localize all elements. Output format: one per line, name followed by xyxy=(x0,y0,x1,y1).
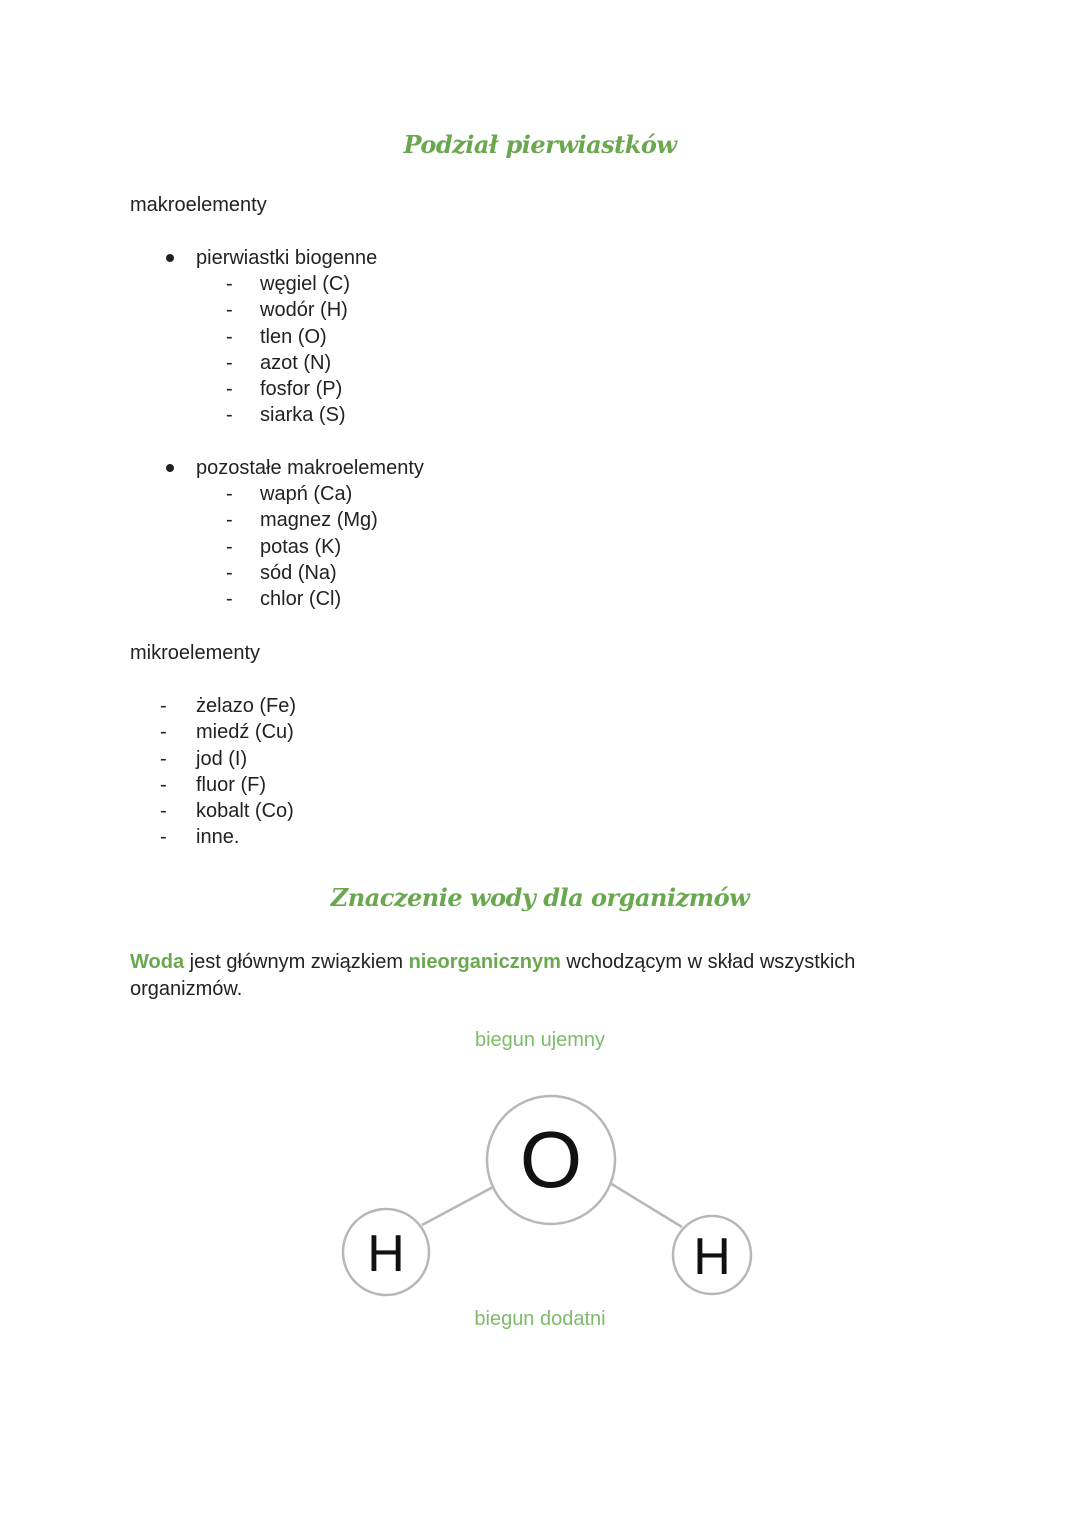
positive-pole-label: biegun dodatni xyxy=(474,1308,606,1330)
hydrogen-left-label: H xyxy=(367,1225,405,1283)
microelements-label: mikroelementy xyxy=(130,642,261,664)
hydrogen-right-label: H xyxy=(693,1228,731,1286)
group-title: pozostałe makroelementy xyxy=(196,456,424,479)
list-item: - siarka (S) xyxy=(226,404,346,427)
list-item: - sód (Na) xyxy=(226,561,337,584)
list-item: - miedź (Cu) xyxy=(160,721,294,744)
list-item: - wodór (H) xyxy=(226,299,348,322)
list-item: - chlor (Cl) xyxy=(226,588,342,611)
list-item: - fosfor (P) xyxy=(226,378,343,401)
list-item: - żelazo (Fe) xyxy=(160,695,297,717)
water-molecule-diagram xyxy=(330,1085,770,1305)
list-item: - magnez (Mg) xyxy=(226,509,378,532)
group-title: pierwiastki biogenne xyxy=(196,246,378,269)
section-title-element-division: Podział pierwiastków xyxy=(403,130,677,159)
bullet-dot-icon xyxy=(166,464,174,472)
list-item: - inne. xyxy=(160,826,240,849)
section-title-water-importance: Znaczenie wody dla organizmów xyxy=(330,883,750,912)
list-item: - potas (K) xyxy=(226,535,342,558)
bullet-dot-icon xyxy=(166,254,174,262)
highlight-inorganic: nieorganicznym xyxy=(408,951,561,973)
list-item: - jod (I) xyxy=(160,747,248,770)
bond-right xyxy=(610,1183,682,1227)
bond-left xyxy=(422,1187,493,1225)
highlight-water: Woda xyxy=(130,951,185,973)
other-macroelements-group xyxy=(160,455,424,612)
water-paragraph: Woda jest głównym związkiem nieorganicznym wchodzącym w skład wszystkich organizmów. xyxy=(130,951,856,1000)
list-item: - kobalt (Co) xyxy=(160,800,294,823)
list-item: - węgiel (C) xyxy=(226,273,351,295)
negative-pole-label: biegun ujemny xyxy=(474,1029,606,1051)
list-item: - fluor (F) xyxy=(160,773,266,796)
macroelements-label: makroelementy xyxy=(130,194,267,216)
oxygen-label: O xyxy=(519,1115,583,1204)
biogenic-elements-group xyxy=(160,245,377,429)
microelements-list xyxy=(160,693,296,851)
list-item: - azot (N) xyxy=(226,351,332,374)
list-item: - tlen (O) xyxy=(226,325,327,348)
list-item: - wapń (Ca) xyxy=(226,483,353,505)
